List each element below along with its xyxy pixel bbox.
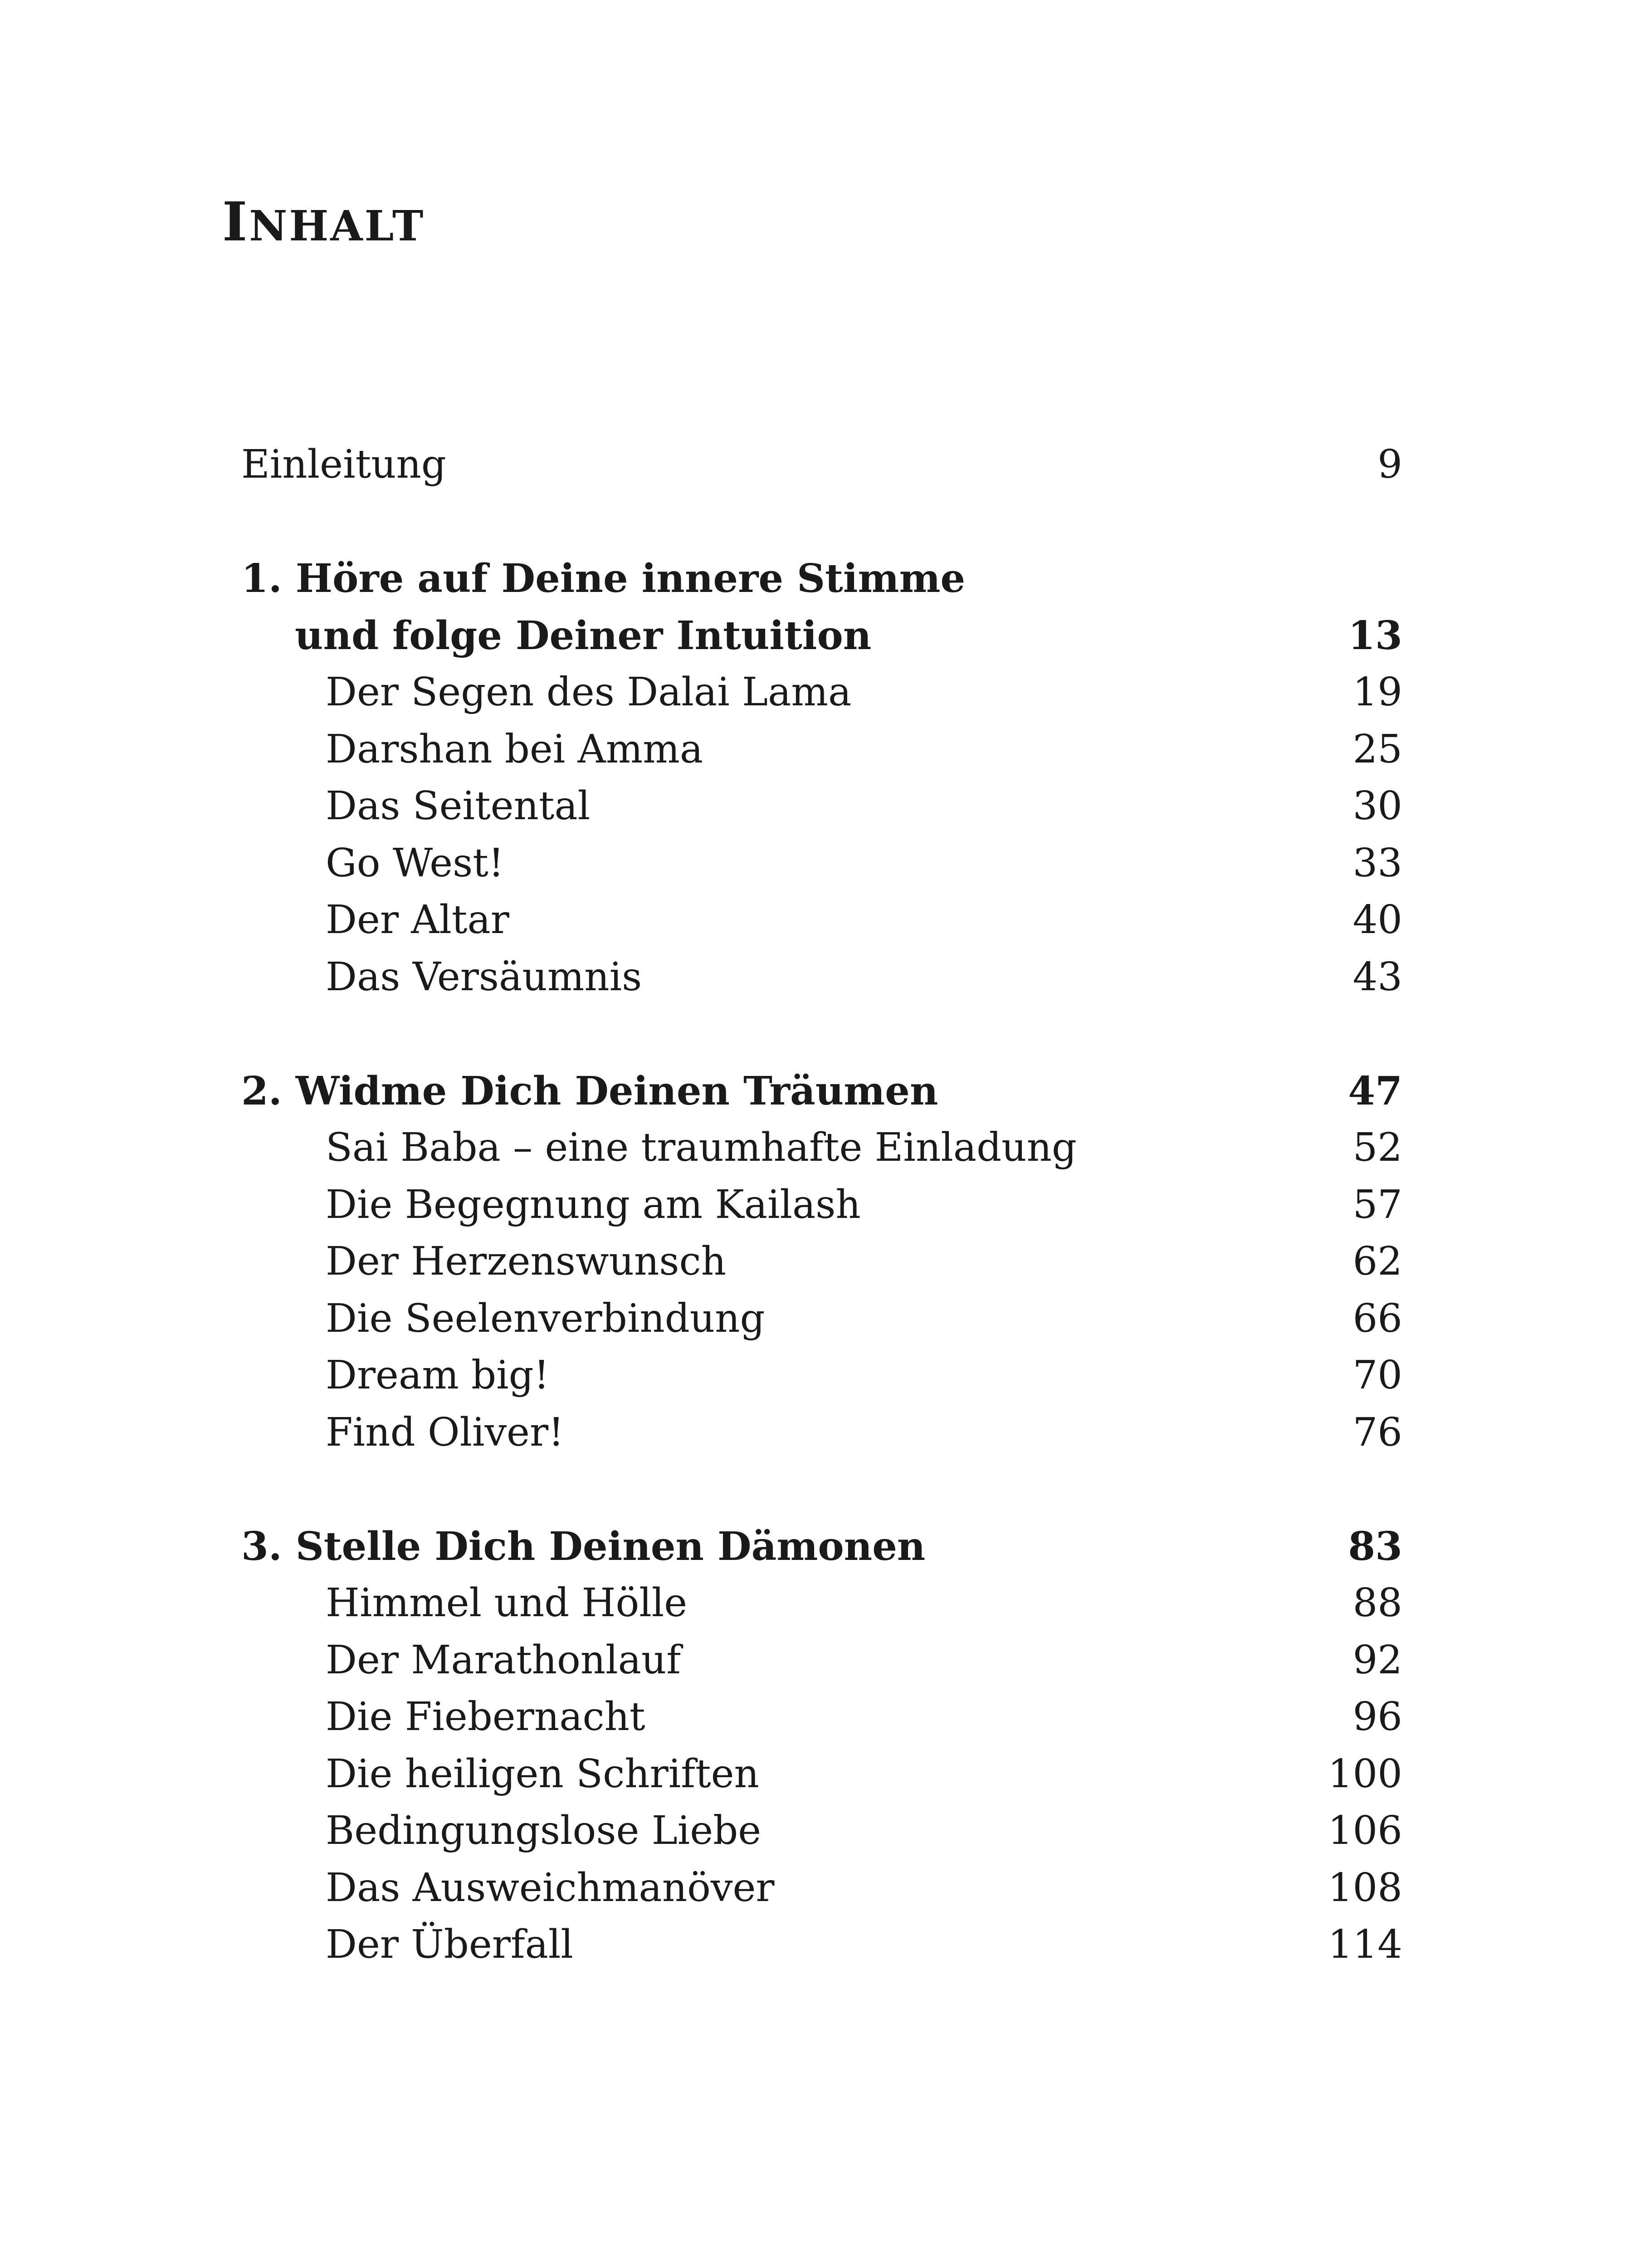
chapter-title: 2. Widme Dich Deinen Träumen (241, 1068, 938, 1114)
section-page: 40 (1352, 897, 1402, 943)
title-initial: I (222, 190, 249, 253)
chapter-page: 83 (1348, 1523, 1402, 1569)
section-title: Go West! (326, 840, 504, 886)
section-title: Der Herzenswunsch (326, 1239, 727, 1284)
toc-entry-title: Einleitung (241, 442, 446, 487)
toc-section (241, 778, 1402, 835)
toc-section (241, 1404, 1402, 1461)
section-page: 92 (1352, 1637, 1402, 1683)
section-page: 43 (1352, 954, 1402, 1000)
section-title: Das Versäumnis (326, 954, 642, 1000)
section-title: Die Begegnung am Kailash (326, 1182, 861, 1227)
section-page: 106 (1328, 1808, 1402, 1853)
section-title: Der Marathonlauf (326, 1637, 681, 1683)
section-title: Die Fiebernacht (326, 1694, 645, 1740)
section-page: 66 (1352, 1295, 1402, 1341)
section-title: Die Seelenverbindung (326, 1295, 765, 1341)
toc-section (241, 835, 1402, 892)
section-title: Darshan bei Amma (326, 726, 703, 772)
section-page: 100 (1328, 1751, 1402, 1797)
toc-entry-intro (241, 436, 1402, 494)
spacer (241, 494, 1402, 551)
toc-section (241, 1803, 1402, 1860)
toc-section (241, 1916, 1402, 1974)
section-page: 52 (1352, 1125, 1402, 1170)
toc-section (241, 1119, 1402, 1177)
toc-section (241, 1233, 1402, 1290)
section-page: 33 (1352, 840, 1402, 886)
toc-section (241, 721, 1402, 778)
section-page: 57 (1352, 1182, 1402, 1227)
toc-chapter-2 (241, 1063, 1402, 1120)
section-title: Der Überfall (326, 1922, 573, 1967)
section-title: Bedingungslose Liebe (326, 1808, 762, 1853)
toc-section (241, 1177, 1402, 1234)
section-page: 62 (1352, 1239, 1402, 1284)
section-title: Der Altar (326, 897, 509, 943)
chapter-title: 1. Höre auf Deine innere Stimme (241, 556, 966, 601)
chapter-page: 47 (1348, 1068, 1402, 1114)
toc-section (241, 949, 1402, 1006)
chapter-page: 13 (1348, 612, 1402, 659)
toc-section (241, 1290, 1402, 1348)
toc-section (241, 1689, 1402, 1746)
section-title: Sai Baba – eine traumhafte Einladung (326, 1125, 1077, 1170)
section-page: 108 (1328, 1865, 1402, 1911)
toc-section (241, 1860, 1402, 1917)
section-page: 96 (1352, 1694, 1402, 1740)
spacer (241, 1006, 1402, 1063)
toc-section (241, 1347, 1402, 1404)
toc-chapter-3 (241, 1518, 1402, 1575)
chapter-title-continued: und folge Deiner Intuition (295, 612, 872, 659)
section-title: Das Seitental (326, 783, 591, 829)
section-page: 114 (1328, 1922, 1402, 1967)
toc-entry-page: 9 (1377, 442, 1402, 487)
chapter-title: 3. Stelle Dich Deinen Dämonen (241, 1523, 926, 1569)
title-rest: NHALT (249, 201, 425, 250)
section-page: 70 (1352, 1353, 1402, 1398)
section-page: 30 (1352, 783, 1402, 829)
spacer (241, 1461, 1402, 1518)
section-title: Himmel und Hölle (326, 1580, 688, 1626)
section-title: Die heiligen Schriften (326, 1751, 759, 1797)
toc-section (241, 1575, 1402, 1632)
toc-section (241, 1632, 1402, 1689)
section-page: 88 (1352, 1580, 1402, 1626)
toc-section (241, 664, 1402, 721)
page-title (222, 190, 425, 253)
toc-section (241, 1746, 1402, 1803)
table-of-contents (241, 436, 1402, 1974)
toc-chapter-1-line-2 (241, 607, 1402, 665)
section-page: 76 (1352, 1409, 1402, 1455)
section-page: 25 (1352, 726, 1402, 772)
section-page: 19 (1352, 670, 1402, 715)
section-title: Das Ausweichmanöver (326, 1865, 775, 1911)
toc-chapter-1-line-1 (241, 550, 1402, 607)
section-title: Find Oliver! (326, 1409, 564, 1455)
section-title: Dream big! (326, 1353, 550, 1398)
section-title: Der Segen des Dalai Lama (326, 670, 852, 715)
toc-section (241, 892, 1402, 949)
